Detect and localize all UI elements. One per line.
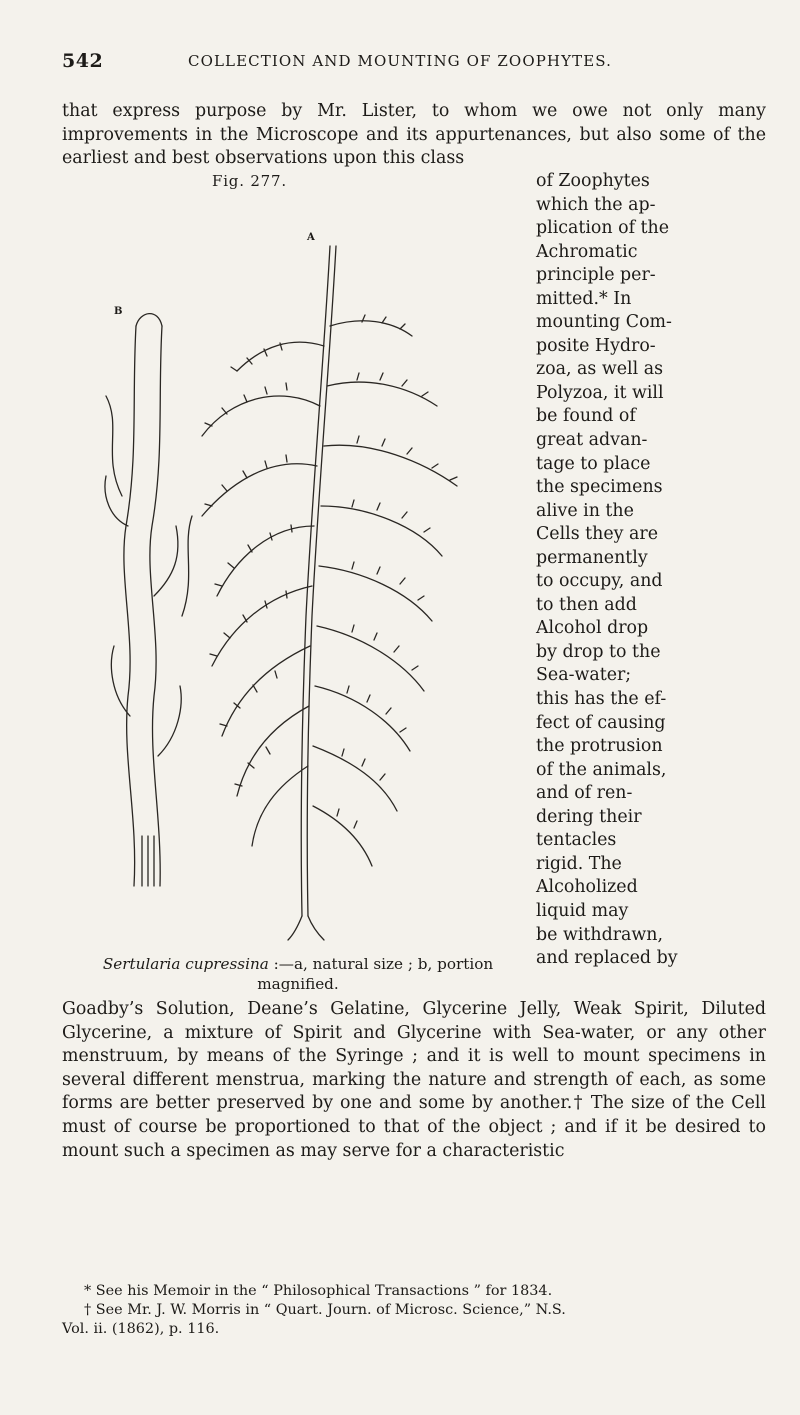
specimen-a-right-branches [313, 315, 457, 866]
sertularia-illustration [62, 196, 534, 946]
wrap-line: great advan- [536, 430, 648, 451]
wrap-line: to occupy, and [536, 571, 663, 592]
figure-caption [62, 954, 534, 994]
wrap-line: dering their [536, 806, 642, 827]
body-paragraph-bottom: Goadby’s Solution, Deane’s Gelatine, Glycerine Jelly, Weak Spirit, Diluted Glycerine, a mixture of Spirit and Glycerine with Sea-water, or any other menstruum, by means of the Syringe ; and it is well to mount specimens in several different menstrua, marking the nature and strength of each, as some forms are better preserved by one and some by another.† The size of the Cell must of course be proportioned to that of the object ; and if it be desired to mount such a specimen as may serve for a characteristic [62, 999, 766, 1161]
caption-species: Sertularia cupressina [102, 955, 269, 973]
wrap-line: mounting Com- [536, 312, 672, 333]
wrap-line: Sea-water; [536, 665, 632, 686]
wrap-line: by drop to the [536, 641, 661, 662]
wrap-line: the specimens [536, 477, 663, 498]
page-number: 542 [62, 50, 104, 72]
body-paragraph-top: that express purpose by Mr. Lister, to whom we owe not only many improvements in the Microscope and its appurtenances, but also some of the earliest and best observations upon this class [62, 101, 766, 169]
wrapped-text-column [536, 170, 768, 971]
wrap-line: Achromatic [536, 241, 638, 262]
wrap-line: of Zoophytes [536, 171, 650, 191]
specimen-a-stem [301, 246, 336, 916]
wrap-line: of the animals, [536, 759, 667, 780]
specimen-a-base [288, 916, 324, 940]
caption-text: :—a, natural size ; b, portion [273, 955, 494, 973]
footnotes [62, 1282, 766, 1339]
figure-letter-b: B [114, 306, 123, 317]
caption-line-2: magnified. [257, 975, 339, 993]
wrap-line: to then add [536, 594, 637, 615]
wrap-line: the protrusion [536, 736, 663, 757]
page-header [0, 50, 800, 80]
wrap-line: tentacles [536, 830, 617, 851]
wrap-line: principle per- [536, 265, 656, 286]
wrap-line: zoa, as well as [536, 359, 663, 380]
wrap-line: rigid. The [536, 853, 622, 874]
specimen-a-left-branches [202, 342, 324, 846]
figure-letter-a: A [307, 232, 315, 243]
figure-277 [62, 172, 534, 1002]
specimen-b-stem [105, 314, 192, 886]
wrap-line: alive in the [536, 500, 634, 521]
footnote-2: † See Mr. J. W. Morris in “ Quart. Journ. of Microsc. Science,” N.S. [84, 1302, 566, 1318]
wrap-line: be withdrawn, [536, 924, 664, 945]
wrap-line: Alcohol drop [536, 618, 649, 639]
wrap-line: and replaced by [536, 948, 678, 969]
footnote-1: * See his Memoir in the “ Philosophical Transactions ” for 1834. [84, 1283, 553, 1299]
wrap-line: plication of the [536, 218, 670, 239]
wrap-line: tage to place [536, 453, 651, 474]
wrap-line: fect of causing [536, 712, 666, 733]
wrap-line: which the ap- [536, 194, 656, 215]
running-head: COLLECTION AND MOUNTING OF ZOOPHYTES. [188, 52, 612, 70]
wrap-line: Alcoholized [536, 877, 638, 898]
figure-label: Fig. 277. [212, 172, 287, 190]
wrap-line: liquid may [536, 900, 629, 921]
wrap-line: Polyzoa, it will [536, 382, 664, 403]
wrap-line: mitted.* In [536, 288, 632, 309]
wrap-line: be found of [536, 406, 636, 427]
wrap-line: and of ren- [536, 783, 633, 804]
wrap-line: permanently [536, 547, 648, 568]
wrap-line: posite Hydro- [536, 335, 656, 356]
footnote-2-continued: Vol. ii. (1862), p. 116. [62, 1321, 220, 1337]
wrap-line: Cells they are [536, 524, 658, 545]
wrap-line: this has the ef- [536, 689, 667, 710]
